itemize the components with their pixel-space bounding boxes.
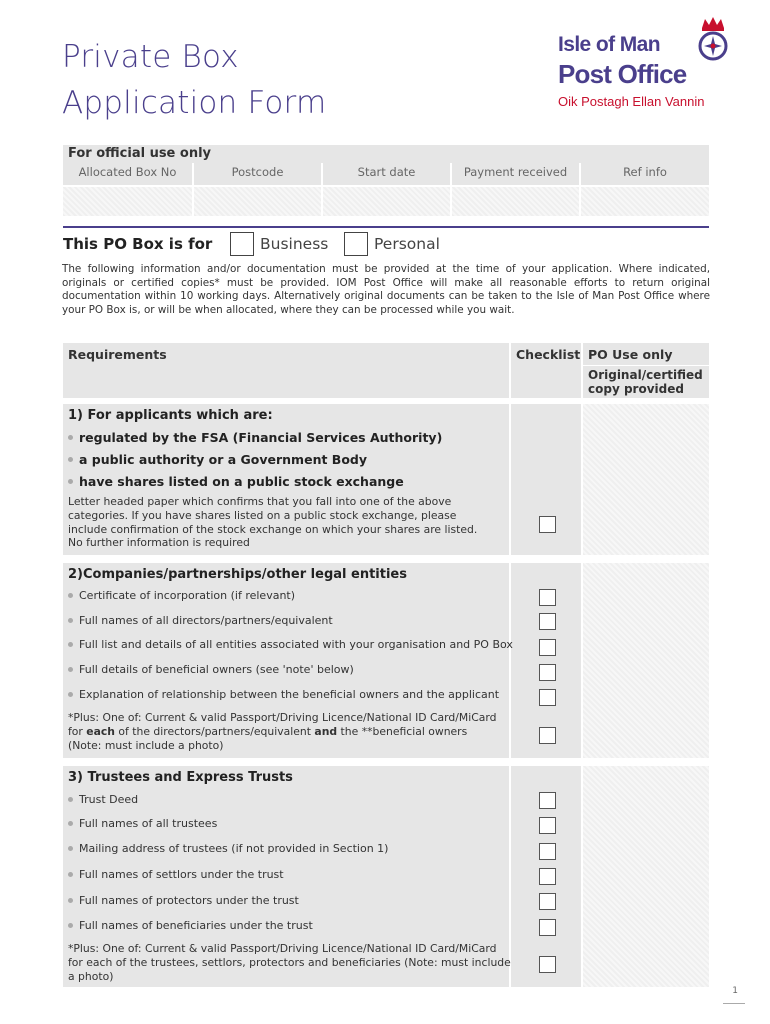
section1-bullet: have shares listed on a public stock exchange: [68, 474, 404, 490]
section3-checkbox[interactable]: [539, 792, 556, 809]
section1-checkbox[interactable]: [539, 516, 556, 533]
section2-item: Certificate of incorporation (if relevant): [68, 589, 295, 603]
business-label: Business: [260, 235, 329, 253]
section3-item: Full names of protectors under the trust: [68, 894, 299, 908]
section3-checkbox[interactable]: [539, 893, 556, 910]
pobox-label: This PO Box is for: [63, 235, 213, 253]
official-field-payment[interactable]: [452, 187, 579, 216]
section3-checkbox[interactable]: [539, 817, 556, 834]
section2-item: Explanation of relationship between the beneficial owners and the applicant: [68, 688, 499, 702]
section2-item: Full names of all directors/partners/equivalent: [68, 614, 333, 628]
section3-item: Full names of settlors under the trust: [68, 868, 284, 882]
official-col-payment: Payment received: [452, 163, 579, 185]
section2-title: 2)Companies/partnerships/other legal entities: [68, 567, 407, 582]
section1-bullet: regulated by the FSA (Financial Services Authority): [68, 430, 442, 446]
logo-line3: Oik Postagh Ellan Vannin: [558, 94, 705, 109]
official-col-ref-info: Ref info: [581, 163, 709, 185]
section3-item: Trust Deed: [68, 793, 138, 807]
official-col-allocated-box: Allocated Box No: [63, 163, 192, 185]
official-field-postcode[interactable]: [194, 187, 321, 216]
page-number-rule: [723, 1003, 745, 1004]
section2-checkbox[interactable]: [539, 639, 556, 656]
page-title: [62, 34, 326, 126]
section1-note: Letter headed paper which confirms that you fall into one of the above categories. If you have shares listed on a public stock exchange, please include confirmation of the stock exchange on which your shares are listed. No further information is required: [68, 495, 478, 550]
original-copy-label: Original/certified copy provided: [588, 368, 703, 396]
section2-checkbox[interactable]: [539, 727, 556, 744]
personal-label: Personal: [374, 235, 440, 253]
post-office-logo: [556, 14, 736, 114]
official-field-ref-info[interactable]: [581, 187, 709, 216]
section2-checkbox[interactable]: [539, 613, 556, 630]
section2-plus-note: *Plus: One of: Current & valid Passport/Driving Licence/National ID Card/MiCard for each of the directors/partners/equivalent and the **beneficial owners (Note: must include a photo): [68, 711, 497, 752]
section3-checkbox[interactable]: [539, 919, 556, 936]
page-title-line2: Application Form: [62, 85, 327, 121]
official-col-start-date: Start date: [323, 163, 450, 185]
section3-checkbox[interactable]: [539, 843, 556, 860]
logo-line1: Isle of Man: [558, 33, 660, 56]
crest-icon: [696, 14, 730, 62]
po-use-header: [583, 343, 709, 398]
section3-item: Full names of all trustees: [68, 817, 217, 831]
divider: [63, 226, 709, 228]
checklist-header: Checklist: [511, 343, 581, 398]
section3-checkbox[interactable]: [539, 956, 556, 973]
section3-checkbox[interactable]: [539, 868, 556, 885]
section1-title: 1) For applicants which are:: [68, 408, 273, 423]
page-number: 1: [732, 986, 738, 996]
section1-bullet: a public authority or a Government Body: [68, 452, 367, 468]
intro-text: The following information and/or documentation must be provided at the time of your application. Where indicated, originals or certified copies* must be provided. IOM Post Office will make all reasonable efforts to return original documentation within 10 working days. Alternatively original documents can be taken to the Isle of Man Post Office where your PO Box is, or will be when allocated, where they can be processed while you wait.: [62, 263, 710, 317]
official-field-allocated-box[interactable]: [63, 187, 192, 216]
section3-title: 3) Trustees and Express Trusts: [68, 770, 293, 785]
section3-item: Full names of beneficiaries under the trust: [68, 919, 313, 933]
section2-item: Full details of beneficial owners (see 'note' below): [68, 663, 354, 677]
section2-checkbox[interactable]: [539, 664, 556, 681]
logo-line2: Post Office: [558, 59, 687, 89]
po-use-label: PO Use only: [588, 347, 673, 362]
section2-checkbox[interactable]: [539, 589, 556, 606]
requirements-header: Requirements: [63, 343, 509, 398]
personal-checkbox[interactable]: [344, 232, 368, 256]
section3-po-col: [583, 766, 709, 987]
official-use-title: For official use only: [63, 145, 709, 163]
section3-item: Mailing address of trustees (if not provided in Section 1): [68, 842, 388, 856]
official-field-start-date[interactable]: [323, 187, 450, 216]
section2-po-col: [583, 563, 709, 758]
section2-item: Full list and details of all entities associated with your organisation and PO Box: [68, 638, 513, 652]
page-title-line1: Private Box: [62, 39, 239, 75]
section3-plus-note: *Plus: One of: Current & valid Passport/Driving Licence/National ID Card/MiCard for each of the trustees, settlors, protectors and beneficiaries (Note: must include a photo): [68, 942, 511, 983]
business-checkbox[interactable]: [230, 232, 254, 256]
section2-checkbox[interactable]: [539, 689, 556, 706]
section1-po-col: [583, 404, 709, 555]
official-col-postcode: Postcode: [194, 163, 321, 185]
